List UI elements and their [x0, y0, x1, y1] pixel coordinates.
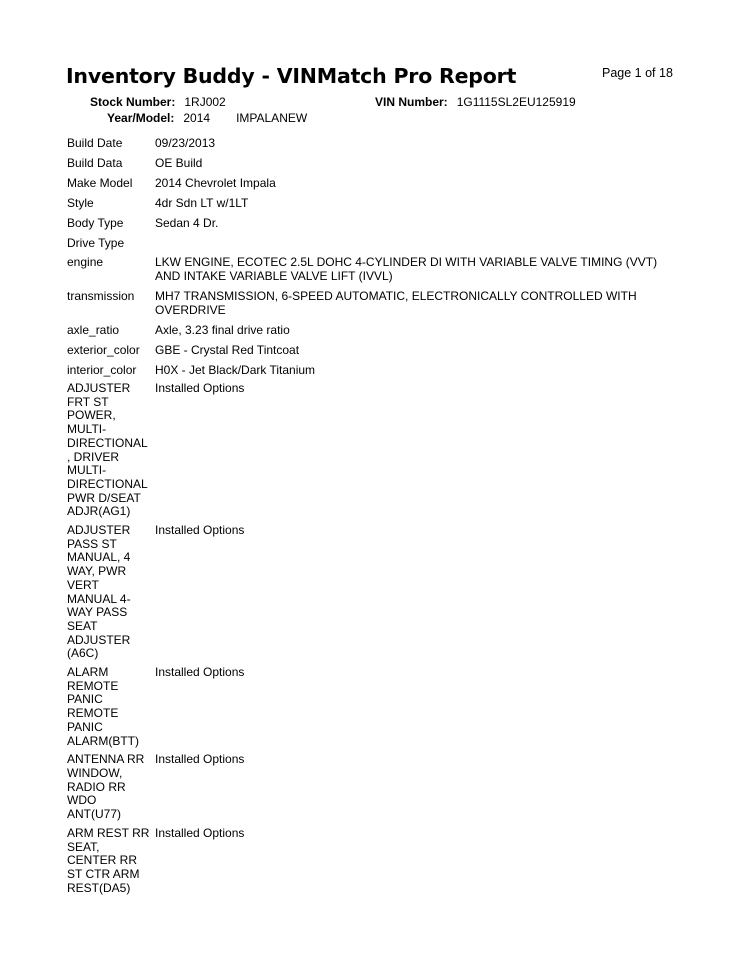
option-row — [67, 664, 687, 751]
field-value: Axle, 3.23 final drive ratio — [155, 323, 290, 337]
option-label-line: REST(DA5) — [67, 880, 131, 895]
option-label-line: ADJUSTER — [67, 381, 131, 395]
field-value — [155, 235, 687, 250]
year-model-row — [107, 111, 307, 125]
option-label-line: (A6C) — [67, 646, 99, 661]
option-label-line: ALARM(BTT) — [67, 733, 139, 748]
option-label — [67, 666, 151, 748]
option-label-line: SEAT, — [67, 839, 100, 854]
year-model-label: Year/Model: — [107, 111, 175, 125]
option-label-line: ALARM — [67, 665, 109, 680]
report-title: Inventory Buddy - VINMatch Pro Report — [66, 64, 517, 88]
option-label-line: MULTI- — [67, 422, 107, 437]
field-value: 2014 Chevrolet Impala — [155, 176, 276, 190]
field-row — [67, 153, 687, 173]
field-row — [67, 320, 687, 340]
option-value: Installed Options — [155, 825, 245, 840]
field-label: Make Model — [67, 176, 133, 190]
option-label — [67, 382, 151, 519]
option-label-line: ARM REST RR — [67, 825, 150, 840]
option-value: Installed Options — [155, 665, 245, 680]
option-value: Installed Options — [155, 752, 245, 767]
field-label: Drive Type — [67, 236, 125, 250]
stock-number-value: 1RJ002 — [184, 95, 226, 109]
stock-number-label: Stock Number: — [90, 95, 176, 109]
option-label — [67, 827, 151, 896]
option-label-line: ANT(U77) — [67, 807, 122, 822]
option-label-line: ST CTR ARM — [67, 866, 140, 881]
option-row — [67, 380, 687, 522]
field-row — [67, 193, 687, 213]
field-value: GBE - Crystal Red Tintcoat — [155, 343, 300, 357]
option-label-line: DIRECTIONAL — [67, 435, 148, 450]
stock-number-row — [90, 95, 226, 109]
field-value: H0X - Jet Black/Dark Titanium — [155, 363, 316, 377]
field-row — [67, 360, 687, 380]
option-label-line: , DRIVER — [67, 449, 120, 464]
option-label-line: WAY PASS — [67, 605, 128, 620]
field-label: transmission — [67, 289, 135, 303]
vehicle-fields — [67, 133, 687, 898]
option-label-line: MULTI- — [67, 463, 107, 478]
field-label: Build Data — [67, 156, 123, 170]
option-row — [67, 522, 687, 664]
field-row — [67, 252, 687, 286]
option-label-line: MANUAL 4- — [67, 591, 131, 606]
option-value: Installed Options — [155, 523, 245, 538]
vin-number-label: VIN Number: — [375, 95, 448, 109]
option-row — [67, 825, 687, 899]
field-value: 09/23/2013 — [155, 136, 216, 150]
option-label-line: PWR D/SEAT — [67, 490, 141, 505]
option-label-line: SEAT — [67, 618, 98, 633]
field-label: Style — [67, 196, 94, 210]
field-row — [67, 340, 687, 360]
field-row — [67, 286, 687, 320]
field-row — [67, 213, 687, 233]
option-label-line: REMOTE — [67, 706, 119, 721]
field-label: exterior_color — [67, 343, 140, 357]
option-label-line: MANUAL, 4 — [67, 550, 131, 565]
option-label-line: ADJUSTER — [67, 632, 131, 647]
field-value: 4dr Sdn LT w/1LT — [155, 196, 249, 210]
field-value: Sedan 4 Dr. — [155, 216, 219, 230]
model-value: IMPALANEW — [236, 111, 308, 125]
year-value: 2014 — [183, 111, 211, 125]
field-row — [67, 133, 687, 153]
option-label — [67, 753, 151, 822]
option-label-line: ADJUSTER — [67, 523, 131, 538]
option-label-line: PANIC — [67, 719, 103, 734]
option-label — [67, 524, 151, 661]
option-label-line: POWER, — [67, 408, 116, 423]
field-label: interior_color — [67, 363, 137, 377]
option-label-line: CENTER RR — [67, 853, 138, 868]
field-label: Build Date — [67, 136, 123, 150]
field-value: LKW ENGINE, ECOTEC 2.5L DOHC 4-CYLINDER DI WITH VARIABLE VALVE TIMING (VVT) AND INTAKE VARIABLE VALVE LIFT (IVVL) — [155, 255, 658, 283]
field-value: MH7 TRANSMISSION, 6-SPEED AUTOMATIC, ELECTRONICALLY CONTROLLED WITH OVERDRIVE — [155, 289, 637, 317]
option-label-line: DIRECTIONAL — [67, 476, 148, 491]
option-label-line: WAY, PWR — [67, 564, 127, 579]
option-row — [67, 751, 687, 825]
option-label-line: PASS ST — [67, 536, 117, 551]
field-label: axle_ratio — [67, 323, 120, 337]
vin-number-row — [375, 95, 576, 109]
option-label-line: WINDOW, — [67, 765, 123, 780]
field-label: engine — [67, 255, 104, 269]
option-label-line: VERT — [67, 577, 99, 592]
option-label-line: FRT ST — [67, 394, 109, 409]
vin-number-value: 1G1115SL2EU125919 — [456, 95, 576, 109]
field-row — [67, 233, 687, 252]
option-label-line: PANIC — [67, 692, 103, 707]
option-label-line: ADJR(AG1) — [67, 504, 131, 519]
option-label-line: ANTENNA RR — [67, 752, 145, 767]
option-label-line: REMOTE — [67, 678, 119, 693]
field-row — [67, 173, 687, 193]
page-number: Page 1 of 18 — [602, 66, 673, 80]
option-label-line: WDO — [67, 793, 97, 808]
option-value: Installed Options — [155, 381, 245, 395]
field-value: OE Build — [155, 156, 203, 170]
option-label-line: RADIO RR — [67, 779, 126, 794]
field-label: Body Type — [67, 216, 124, 230]
